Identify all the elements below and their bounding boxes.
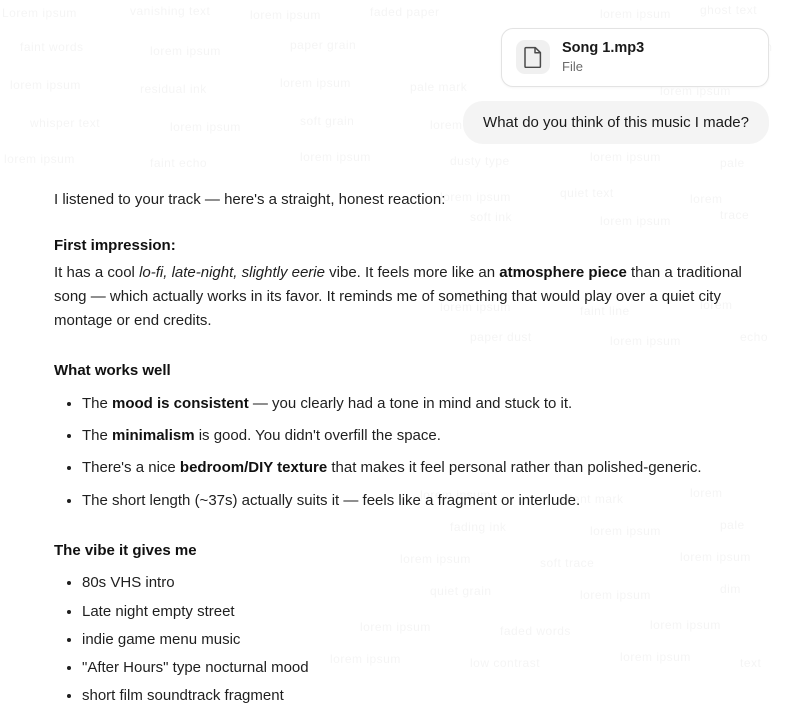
- first-impression-paragraph: [54, 261, 766, 334]
- list-item: • indie game menu music: [82, 628, 766, 652]
- fi-part2: vibe. It feels more like an: [324, 263, 500, 281]
- item-bold: minimalism: [112, 427, 195, 445]
- fi-bold: atmosphere piece: [499, 263, 627, 281]
- fi-italic: lo-fi, late-night, slightly eerie: [139, 263, 325, 281]
- the-vibe-heading: The vibe it gives me: [54, 541, 197, 559]
- item-pre: There's a nice: [82, 459, 180, 477]
- what-works-well-heading: What works well: [54, 362, 171, 380]
- item-post: is good. You didn't overfill the space.: [194, 427, 441, 445]
- the-vibe-list: [54, 571, 766, 708]
- item-bold: mood is consistent: [112, 394, 249, 412]
- assistant-message: [0, 144, 800, 709]
- user-message-row: [0, 87, 800, 144]
- list-item: [82, 424, 766, 448]
- list-item: • "After Hours" type nocturnal mood: [82, 656, 766, 680]
- assistant-lead-paragraph: I listened to your track — here's a straight, honest reaction:: [54, 190, 446, 208]
- fi-part3: than a traditional song — which actually works in its favor. It reminds me of something that would play over a quiet city montage or end credits.: [54, 263, 742, 330]
- item-bold: bedroom/DIY texture: [179, 459, 328, 477]
- list-item: [82, 392, 766, 416]
- attachment-row: [0, 0, 800, 87]
- list-item: • short film soundtrack fragment: [82, 684, 766, 708]
- list-item: • Late night empty street: [82, 600, 766, 624]
- file-meta: [562, 40, 644, 75]
- item-post: — you clearly had a tone in mind and stuck to it.: [248, 394, 573, 412]
- user-message-bubble[interactable]: What do you think of this music I made?: [463, 101, 769, 144]
- what-works-well-list: [54, 392, 766, 513]
- list-item: • 80s VHS intro: [82, 571, 766, 595]
- document-file-icon: [516, 40, 550, 74]
- first-impression-heading: First impression:: [54, 237, 176, 255]
- list-item: [82, 456, 766, 480]
- list-item: [82, 489, 766, 513]
- file-type-label: File: [562, 59, 583, 75]
- fi-part1: It has a cool: [54, 263, 140, 281]
- file-attachment-card[interactable]: [501, 28, 769, 87]
- item-pre: The short length (~37s) actually suits it — feels like a fragment or interlude.: [82, 491, 581, 509]
- file-name: Song 1.mp3: [562, 40, 645, 56]
- item-pre: The: [82, 427, 113, 445]
- item-post: that makes it feel personal rather than polished-generic.: [327, 459, 702, 477]
- item-pre: The: [82, 394, 113, 412]
